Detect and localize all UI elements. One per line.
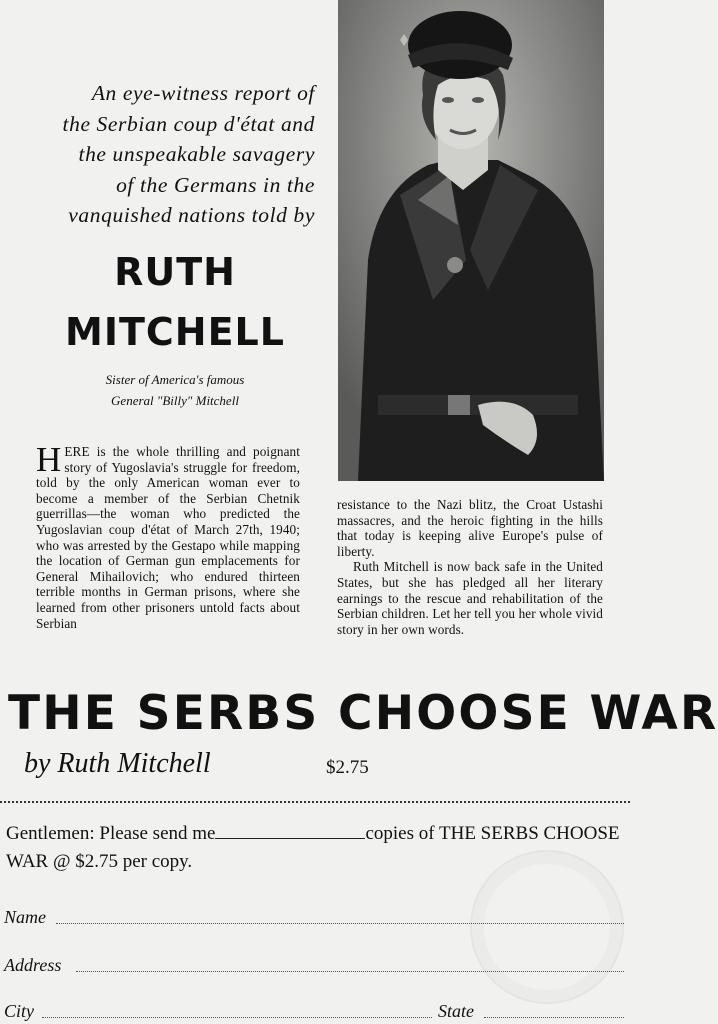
address-field[interactable]: [76, 971, 624, 972]
city-row: [4, 996, 624, 1022]
book-price: $2.75: [326, 757, 369, 778]
name-field[interactable]: [56, 923, 624, 924]
relation-line: General "Billy" Mitchell: [111, 393, 239, 408]
intro-line: the Serbian coup d'état and: [62, 111, 315, 136]
author-portrait-photo: [338, 0, 604, 481]
body-column-right: [337, 497, 603, 637]
state-label: State: [438, 1001, 474, 1021]
relation-line: Sister of America's famous: [105, 372, 245, 387]
copies-blank[interactable]: [215, 824, 365, 839]
intro-text: [30, 78, 315, 231]
drop-cap: H: [36, 440, 62, 479]
intro-line: the unspeakable savagery: [78, 142, 315, 166]
state-field[interactable]: [484, 1017, 624, 1018]
city-label: City: [4, 1001, 34, 1021]
portrait-illustration: [338, 0, 604, 481]
author-relation: [40, 369, 310, 411]
intro-line: of the Germans in the: [116, 172, 315, 197]
order-text-before: Gentlemen: Please send me: [6, 823, 216, 844]
address-label: Address: [4, 955, 62, 975]
order-text: [6, 820, 628, 876]
body-text: resistance to the Nazi blitz, the Croat Ustashi massacres, and the heroic fighting in the hills that today is keeping alive Europe's pulse of liberty.: [337, 497, 603, 559]
author-last-name: MITCHELL: [65, 310, 285, 354]
body-text: ERE is the whole thrilling and poignant story of Yugoslavia's struggle for freedom, told by the only American woman ever to become a member of the Serbian Chetnik guerrillas—the woman who predicted the Yugoslavian coup d'état of March 27th, 1940; who was arrested by the Gestapo while mapping the location of German gun emplacements for General Mihailovich; who endured thirteen terrible months in German prisons, where she learned from other prisoners untold facts about Serbian: [36, 444, 300, 631]
book-title: THE SERBS CHOOSE WAR: [8, 686, 718, 741]
intro-line: An eye-witness report of: [91, 81, 315, 105]
name-label: Name: [4, 907, 46, 927]
address-row: [4, 950, 624, 976]
name-row: [4, 902, 624, 928]
author-first-name: RUTH: [114, 250, 236, 294]
intro-line: vanquished nations told by: [68, 203, 315, 227]
body-column-left: [36, 440, 300, 631]
order-text-after: copies of THE SERBS CHOOSE WAR @ $2.75 per copy.: [6, 823, 620, 872]
book-byline: by Ruth Mitchell: [24, 748, 211, 779]
coupon-cut-line: [0, 801, 630, 803]
city-field[interactable]: [42, 1017, 432, 1018]
body-text: Ruth Mitchell is now back safe in the United States, but she has pledged all her literary earnings to the rescue and rehabilitation of the Serbian children. Let her tell you her whole vivid story in her own words.: [337, 559, 603, 637]
